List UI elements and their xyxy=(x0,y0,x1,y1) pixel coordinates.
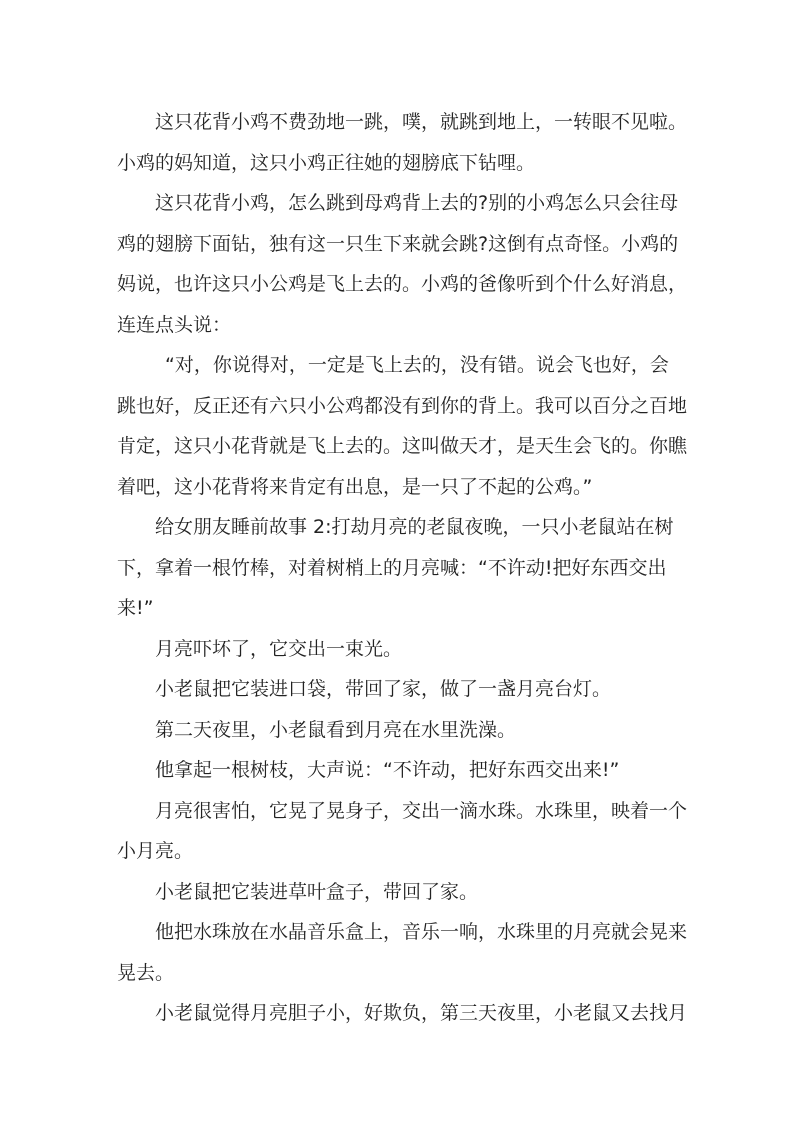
paragraph: 小老鼠把它装进口袋，带回了家，做了一盏月亮台灯。 xyxy=(155,678,612,700)
quoted-paragraph: “对，你说得对，一定是飞上去的，没有错。说会飞也好，会跳也好，反正还有六只小公鸡都没有到你的背上。我可以百分之百地肯定，这只小花背就是飞上去的。这叫做天才，是天生会飞的。你瞧着吧，这小花背将来肯定有出息，是一只了不起的公鸡。” xyxy=(117,354,688,498)
paragraph: 月亮吓坏了，它交出一束光。 xyxy=(155,637,403,660)
paragraph: 小老鼠把它装进草叶盒子，带回了家。 xyxy=(155,880,479,903)
paragraph: 这只花背小鸡，怎么跳到母鸡背上去的?别的小鸡怎么只会往母鸡的翅膀下面钻，独有这一只生下来就会跳?这倒有点奇怪。小鸡的妈说，也许这只小公鸡是飞上去的。小鸡的爸像听到个什么好消息，连连点头说： xyxy=(117,192,688,336)
paragraph: 给女朋友睡前故事 2:打劫月亮的老鼠夜晚，一只小老鼠站在树下，拿着一根竹棒，对着树梢上的月亮喊：“不许动!把好东西交出来!” xyxy=(117,516,674,619)
paragraph: 这只花背小鸡不费劲地一跳，噗，就跳到地上，一转眼不见啦。小鸡的妈知道，这只小鸡正往她的翅膀底下钻哩。 xyxy=(117,111,688,174)
paragraph: 他把水珠放在水晶音乐盒上，音乐一响，水珠里的月亮就会晃来晃去。 xyxy=(117,921,688,984)
paragraph: 小老鼠觉得月亮胆子小，好欺负，第三天夜里，小老鼠又去找月 xyxy=(155,1002,688,1024)
paragraph: 第二天夜里，小老鼠看到月亮在水里洗澡。 xyxy=(155,718,517,741)
paragraph: 他拿起一根树枝，大声说：“不许动，把好东西交出来!” xyxy=(155,759,620,781)
document-body xyxy=(117,102,687,1034)
paragraph: 月亮很害怕，它晃了晃身子，交出一滴水珠。水珠里，映着一个小月亮。 xyxy=(117,799,688,862)
